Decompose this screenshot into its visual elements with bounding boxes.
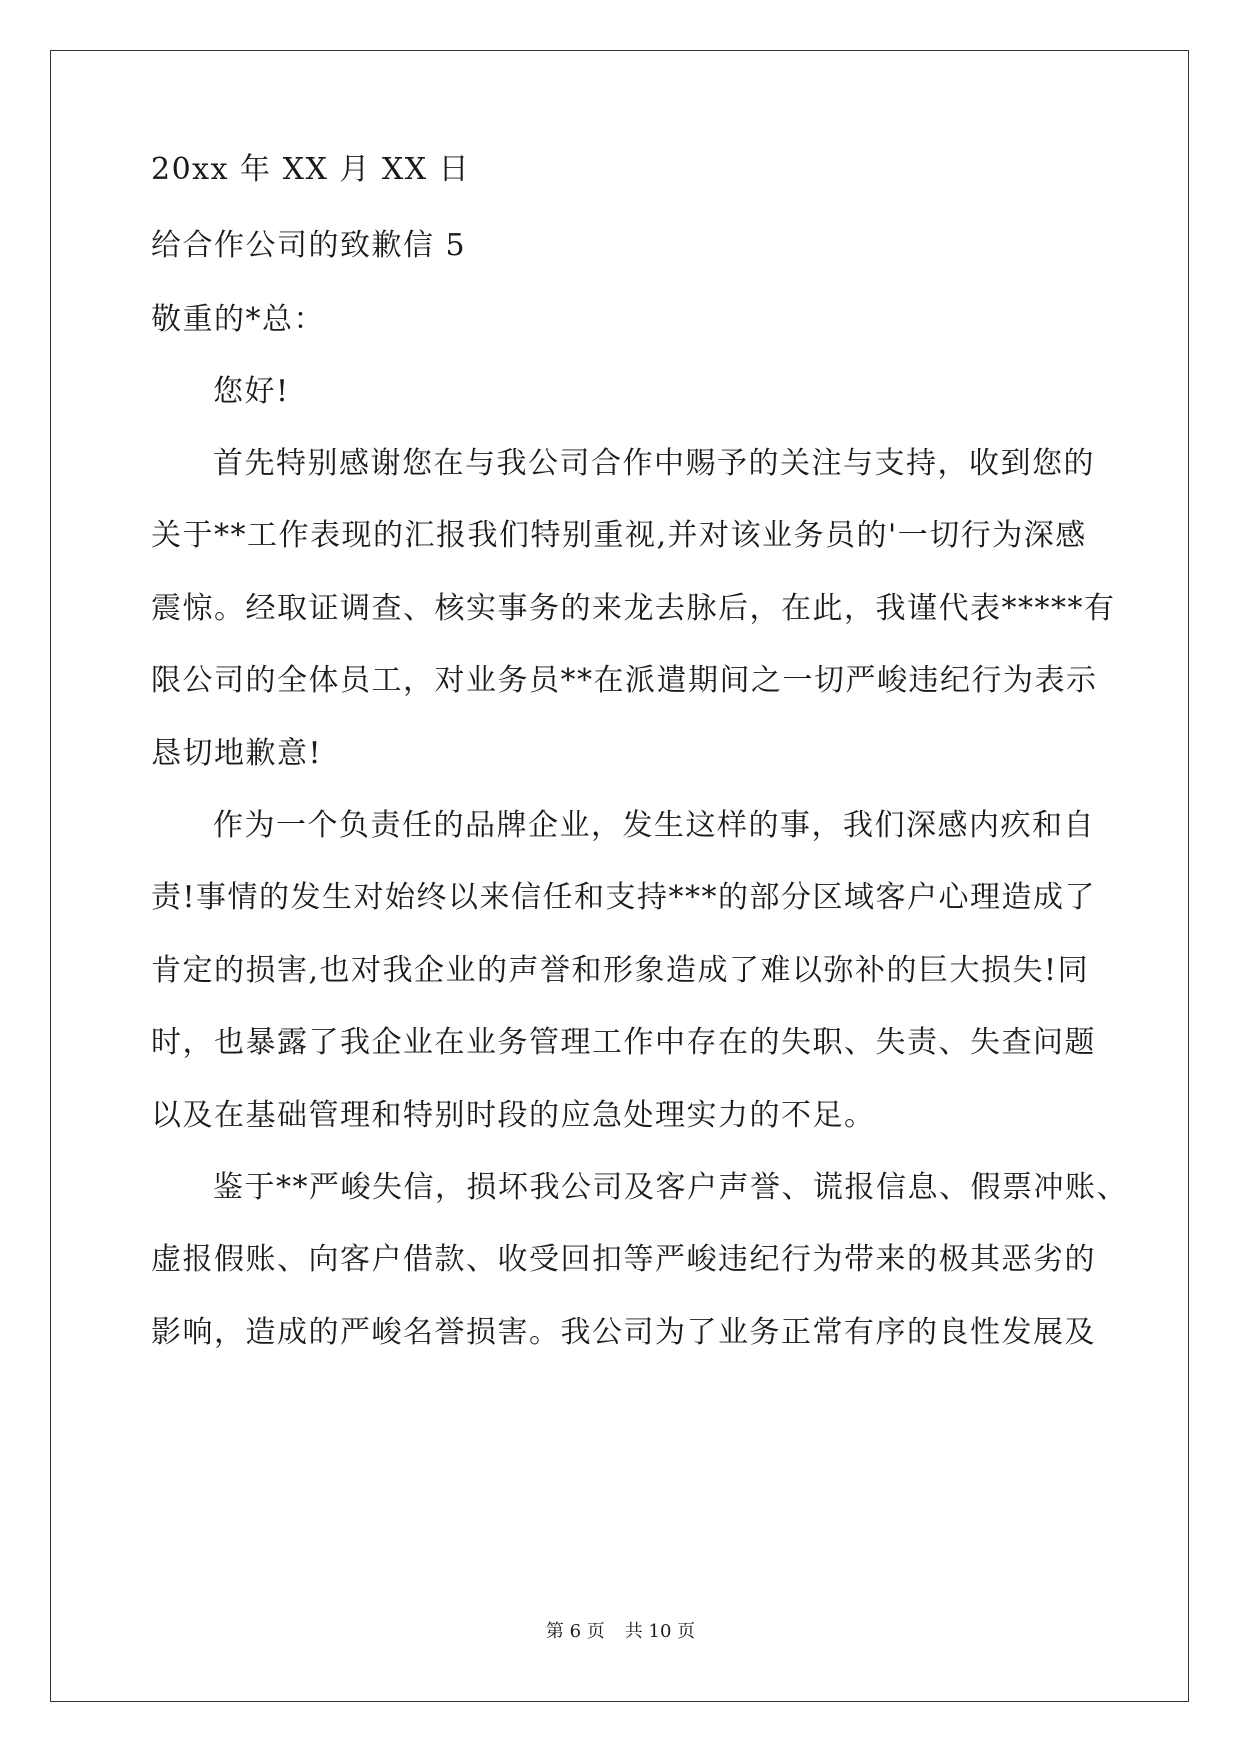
paragraph-2-line: 时，也暴露了我企业在业务管理工作中存在的失职、失责、失查问题 — [151, 1025, 1096, 1060]
paragraph-2-line: 作为一个负责任的品牌企业，发生这样的事，我们深感内疚和自 — [213, 808, 1095, 843]
page-total: 共 10 页 — [624, 1621, 696, 1642]
page-border — [50, 50, 1189, 1702]
paragraph-1-line: 震惊。经取证调查、核实事务的来龙去脉后，在此，我谨代表*****有 — [151, 591, 1116, 626]
paragraph-3-line: 鉴于**严峻失信，损坏我公司及客户声誉、谎报信息、假票冲账、 — [213, 1170, 1128, 1205]
paragraph-1-line: 限公司的全体员工，对业务员**在派遣期间之一切严峻违纪行为表示 — [151, 663, 1098, 698]
paragraph-3-line: 虚报假账、向客户借款、收受回扣等严峻违纪行为带来的极其恶劣的 — [151, 1242, 1096, 1277]
page-footer — [0, 1620, 1241, 1644]
paragraph-1-line: 恳切地歉意! — [151, 736, 323, 771]
page-number: 第 6 页 — [545, 1621, 605, 1642]
paragraph-2-line: 肯定的损害,也对我企业的声誉和形象造成了难以弥补的巨大损失!同 — [151, 953, 1090, 988]
paragraph-1-line: 关于**工作表现的汇报我们特别重视,并对该业务员的'一切行为深感 — [151, 518, 1087, 553]
letter-date: 20xx 年 XX 月 XX 日 — [151, 152, 471, 187]
letter-salutation: 敬重的*总： — [151, 302, 325, 337]
paragraph-1-line: 首先特别感谢您在与我公司合作中赐予的关注与支持，收到您的 — [213, 446, 1095, 481]
letter-title: 给合作公司的致歉信 5 — [151, 228, 467, 263]
paragraph-3-line: 影响，造成的严峻名誉损害。我公司为了业务正常有序的良性发展及 — [151, 1315, 1096, 1350]
letter-greeting: 您好! — [213, 374, 290, 409]
paragraph-2-line: 责!事情的发生对始终以来信任和支持***的部分区域客户心理造成了 — [151, 880, 1097, 915]
paragraph-2-line: 以及在基础管理和特别时段的应急处理实力的不足。 — [151, 1098, 876, 1133]
